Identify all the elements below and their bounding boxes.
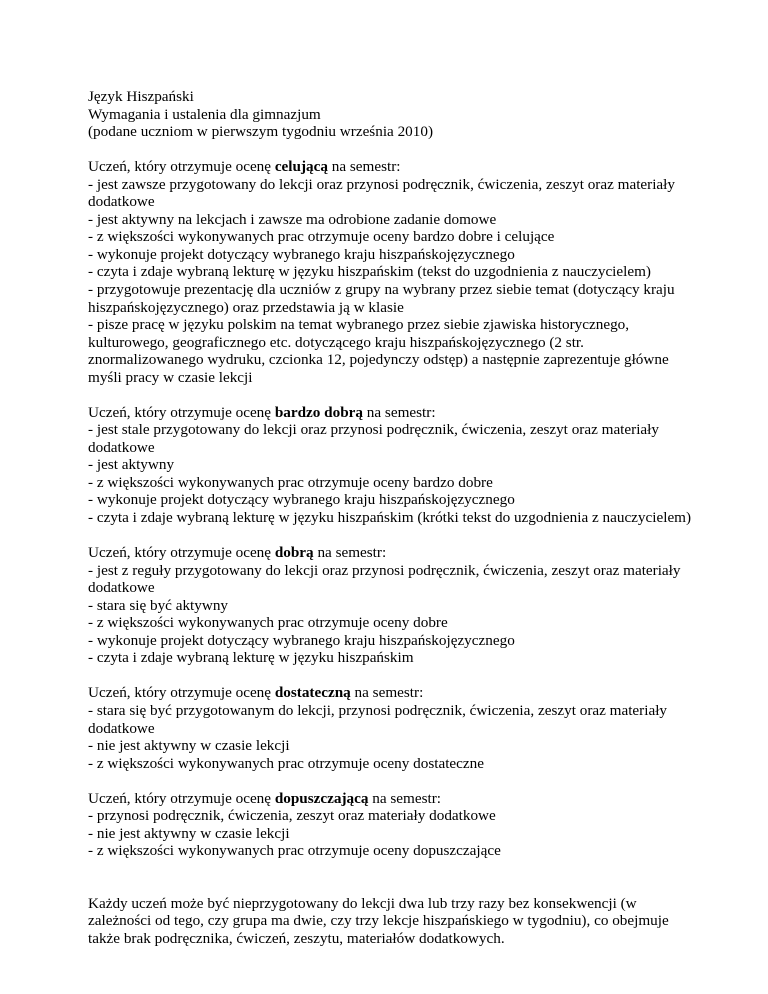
requirement-item: - jest zawsze przygotowany do lekcji oraz przynosi podręcznik, ćwiczenia, zeszyt oraz materiały dodatkowe bbox=[88, 175, 675, 211]
grade-name: dopuszczającą bbox=[274, 789, 369, 807]
grade-name: bardzo dobrą bbox=[274, 403, 363, 421]
grade-name: dostateczną bbox=[274, 684, 351, 702]
document-header bbox=[88, 88, 703, 141]
requirement-item: - nie jest aktywny w czasie lekcji bbox=[88, 824, 290, 842]
grade-intro bbox=[88, 790, 703, 808]
grade-intro-prefix: Uczeń, który otrzymuje ocenę bbox=[88, 544, 275, 562]
requirement-item: - jest aktywny na lekcjach i zawsze ma odrobione zadanie domowe bbox=[88, 210, 497, 228]
grade-intro-prefix: Uczeń, który otrzymuje ocenę bbox=[88, 789, 275, 807]
requirement-item: - stara się być aktywny bbox=[88, 596, 229, 614]
grade-intro-suffix: na semestr: bbox=[363, 403, 436, 421]
footer-note: Każdy uczeń może być nieprzygotowany do lekcji dwa lub trzy razy bez konsekwencji (w zależności od tego, czy grupa ma dwie, czy trzy lekcje hiszpańskiego w tygodniu), co obejmuje także brak podręcznika, ćwiczeń, zeszytu, materiałów dodatkowych. bbox=[88, 894, 669, 947]
document-page bbox=[88, 88, 703, 947]
requirement-item: - przynosi podręcznik, ćwiczenia, zeszyt oraz materiały dodatkowe bbox=[88, 807, 496, 825]
requirement-item: - z większości wykonywanych prac otrzymuje oceny dopuszczające bbox=[88, 842, 501, 860]
grade-intro bbox=[88, 544, 703, 562]
requirement-item: - z większości wykonywanych prac otrzymuje oceny dobre bbox=[88, 614, 448, 632]
grade-intro bbox=[88, 404, 703, 422]
requirement-item: - nie jest aktywny w czasie lekcji bbox=[88, 737, 290, 755]
grade-name: celującą bbox=[274, 158, 328, 176]
grade-intro-prefix: Uczeń, który otrzymuje ocenę bbox=[88, 684, 275, 702]
requirement-item: - czyta i zdaje wybraną lekturę w języku hiszpańskim (krótki tekst do uzgodnienia z nauczycielem) bbox=[88, 509, 692, 527]
requirement-item: - wykonuje projekt dotyczący wybranego kraju hiszpańskojęzycznego bbox=[88, 245, 515, 263]
grade-intro-suffix: na semestr: bbox=[327, 158, 401, 176]
requirement-item: - jest z reguły przygotowany do lekcji oraz przynosi podręcznik, ćwiczenia, zeszyt oraz materiały dodatkowe bbox=[88, 561, 681, 597]
grade-intro bbox=[88, 158, 703, 176]
grade-section bbox=[88, 684, 703, 772]
requirement-item: - z większości wykonywanych prac otrzymuje oceny bardzo dobre bbox=[88, 473, 493, 491]
subject-title: Język Hiszpański bbox=[88, 88, 194, 105]
grade-section bbox=[88, 158, 703, 386]
requirement-item: - czyta i zdaje wybraną lekturę w języku hiszpańskim (tekst do uzgodnienia z nauczycielem) bbox=[88, 263, 651, 281]
requirement-item: - czyta i zdaje wybraną lekturę w języku hiszpańskim bbox=[88, 649, 414, 667]
grade-section bbox=[88, 790, 703, 860]
requirement-item: - wykonuje projekt dotyczący wybranego kraju hiszpańskojęzycznego bbox=[88, 491, 515, 509]
requirement-item: - pisze pracę w języku polskim na temat wybranego przez siebie zjawiska historycznego, kulturowego, geograficznego etc. dotyczącego kraju hiszpańskojęzycznego (2 str. znormalizowanego wydruku, czcionka 12, pojedynczy odstęp) a następnie zaprezentuje główne myśli pracy w czasie lekcji bbox=[88, 316, 669, 386]
document-subtitle: Wymagania i ustalenia dla gimnazjum bbox=[88, 105, 321, 123]
requirement-item: - stara się być przygotowanym do lekcji, przynosi podręcznik, ćwiczenia, zeszyt oraz materiały dodatkowe bbox=[88, 701, 668, 737]
grade-section bbox=[88, 404, 703, 527]
grade-intro-suffix: na semestr: bbox=[350, 684, 424, 702]
requirement-item: - jest stale przygotowany do lekcji oraz przynosi podręcznik, ćwiczenia, zeszyt oraz materiały dodatkowe bbox=[88, 421, 659, 456]
requirement-item: - z większości wykonywanych prac otrzymuje oceny dostateczne bbox=[88, 754, 484, 772]
grade-intro bbox=[88, 684, 703, 702]
requirement-item: - jest aktywny bbox=[88, 456, 175, 474]
grade-section bbox=[88, 544, 703, 667]
grade-intro-prefix: Uczeń, który otrzymuje ocenę bbox=[88, 403, 275, 421]
requirement-item: - wykonuje projekt dotyczący wybranego kraju hiszpańskojęzycznego bbox=[88, 631, 515, 649]
requirement-item: - przygotowuje prezentację dla uczniów z grupy na wybrany przez siebie temat (dotyczący kraju hiszpańskojęzycznego) oraz przedstawia ją w klasie bbox=[88, 280, 675, 316]
grade-sections bbox=[88, 158, 703, 860]
grade-name: dobrą bbox=[274, 544, 314, 562]
document-note: (podane uczniom w pierwszym tygodniu września 2010) bbox=[88, 123, 434, 141]
grade-intro-suffix: na semestr: bbox=[368, 789, 442, 807]
requirement-item: - z większości wykonywanych prac otrzymuje oceny bardzo dobre i celujące bbox=[88, 228, 555, 246]
grade-intro-suffix: na semestr: bbox=[313, 544, 387, 562]
grade-intro-prefix: Uczeń, który otrzymuje ocenę bbox=[88, 158, 275, 176]
